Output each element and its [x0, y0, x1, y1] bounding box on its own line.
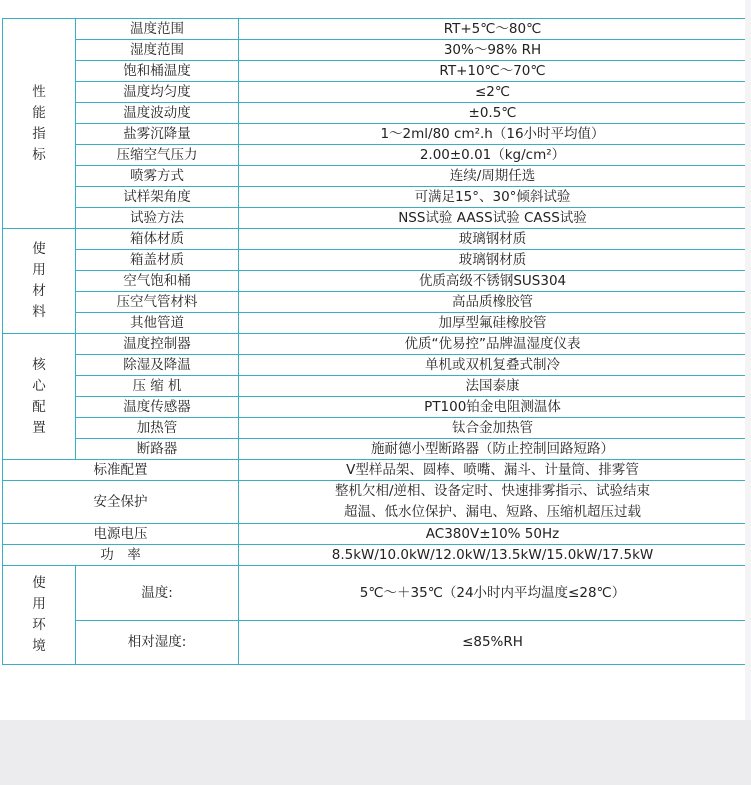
- row-label: 湿度范围: [76, 40, 239, 61]
- row-label: 温度传感器: [76, 397, 239, 418]
- table-row: [3, 145, 747, 166]
- row-value: 1～2ml/80 cm².h（16小时平均值）: [239, 124, 747, 145]
- table-row: [3, 621, 747, 665]
- row-value: ≤2℃: [239, 82, 747, 103]
- table-row: [3, 271, 747, 292]
- row-value: NSS试验 AASS试验 CASS试验: [239, 208, 747, 229]
- row-label: 温度均匀度: [76, 82, 239, 103]
- row-value: 8.5kW/10.0kW/12.0kW/13.5kW/15.0kW/17.5kW: [239, 545, 747, 566]
- row-value: PT100铂金电阻测温体: [239, 397, 747, 418]
- row-label: 箱盖材质: [76, 250, 239, 271]
- row-value: ≤85%RH: [239, 621, 747, 665]
- row-value-line: 整机欠相/逆相、设备定时、快速排雾指示、试验结束: [334, 483, 651, 499]
- row-label: 压缩空气压力: [76, 145, 239, 166]
- row-value: RT+10℃～70℃: [239, 61, 747, 82]
- table-row: [3, 208, 747, 229]
- row-label: 试验方法: [76, 208, 239, 229]
- row-label: 压空气管材料: [76, 292, 239, 313]
- row-label: 断路器: [76, 439, 239, 460]
- row-value: 30%～98% RH: [239, 40, 747, 61]
- table-row: [3, 355, 747, 376]
- table-row: [3, 40, 747, 61]
- row-value: 优质“优易控”品牌温湿度仪表: [239, 334, 747, 355]
- table-row: [3, 166, 747, 187]
- table-row: [3, 481, 747, 524]
- table-row: [3, 545, 747, 566]
- table-row: [3, 313, 747, 334]
- row-value: 玻璃钢材质: [239, 250, 747, 271]
- row-value: 优质高级不锈钢SUS304: [239, 271, 747, 292]
- group-label: 使用环境: [32, 575, 46, 654]
- row-label: 温度波动度: [76, 103, 239, 124]
- table-row: [3, 61, 747, 82]
- group-label: 使用材料: [32, 241, 46, 320]
- row-label: 温度:: [76, 566, 239, 621]
- table-row: [3, 19, 747, 40]
- group-environment: [3, 566, 76, 665]
- row-label: 温度控制器: [76, 334, 239, 355]
- row-label: 其他管道: [76, 313, 239, 334]
- row-label: 安全保护: [3, 481, 239, 524]
- row-value: 单机或双机复叠式制冷: [239, 355, 747, 376]
- row-value: [239, 481, 747, 524]
- table-row: [3, 187, 747, 208]
- row-label: 试样架角度: [76, 187, 239, 208]
- row-value: ±0.5℃: [239, 103, 747, 124]
- table-row: [3, 82, 747, 103]
- row-label: 标准配置: [3, 460, 239, 481]
- row-value: V型样品架、圆棒、喷嘴、漏斗、计量筒、排雾管: [239, 460, 747, 481]
- row-label: 饱和桶温度: [76, 61, 239, 82]
- row-label: 加热管: [76, 418, 239, 439]
- table-row: [3, 397, 747, 418]
- row-value: 2.00±0.01（kg/cm²）: [239, 145, 747, 166]
- row-label: 喷雾方式: [76, 166, 239, 187]
- group-materials: [3, 229, 76, 334]
- row-value: AC380V±10% 50Hz: [239, 524, 747, 545]
- row-label: 空气饱和桶: [76, 271, 239, 292]
- row-value: 法国泰康: [239, 376, 747, 397]
- table-row: [3, 292, 747, 313]
- group-label: 性能指标: [32, 83, 46, 163]
- table-row: [3, 376, 747, 397]
- table-row: [3, 524, 747, 545]
- row-value: 连续/周期任选: [239, 166, 747, 187]
- row-label: 温度范围: [76, 19, 239, 40]
- table-row: [3, 334, 747, 355]
- row-value: 5℃～＋35℃（24小时内平均温度≤28℃）: [239, 566, 747, 621]
- table-row: [3, 566, 747, 621]
- row-label: 除湿及降温: [76, 355, 239, 376]
- page-edge: [745, 0, 751, 720]
- row-value: 可满足15°、30°倾斜试验: [239, 187, 747, 208]
- group-core-config: [3, 334, 76, 460]
- row-value: RT+5℃～80℃: [239, 19, 747, 40]
- group-performance: [3, 19, 76, 229]
- row-value: 施耐德小型断路器（防止控制回路短路）: [239, 439, 747, 460]
- row-label: 盐雾沉降量: [76, 124, 239, 145]
- row-label: 功 率: [3, 545, 239, 566]
- table-row: [3, 103, 747, 124]
- table-row: [3, 250, 747, 271]
- row-value: 加厚型氟硅橡胶管: [239, 313, 747, 334]
- row-value-line: 超温、低水位保护、漏电、短路、压缩机超压过载: [344, 504, 641, 520]
- row-label: 电源电压: [3, 524, 239, 545]
- table-row: [3, 439, 747, 460]
- row-label: 箱体材质: [76, 229, 239, 250]
- row-value: 玻璃钢材质: [239, 229, 747, 250]
- row-label: 相对湿度:: [76, 621, 239, 665]
- row-value: 高品质橡胶管: [239, 292, 747, 313]
- row-label: 压 缩 机: [76, 376, 239, 397]
- table-row: [3, 418, 747, 439]
- group-label: 核心配置: [32, 356, 46, 436]
- table-row: [3, 229, 747, 250]
- table-row: [3, 124, 747, 145]
- table-row: [3, 460, 747, 481]
- spec-table: [2, 18, 747, 665]
- row-value: 钛合金加热管: [239, 418, 747, 439]
- bottom-band: [0, 720, 751, 785]
